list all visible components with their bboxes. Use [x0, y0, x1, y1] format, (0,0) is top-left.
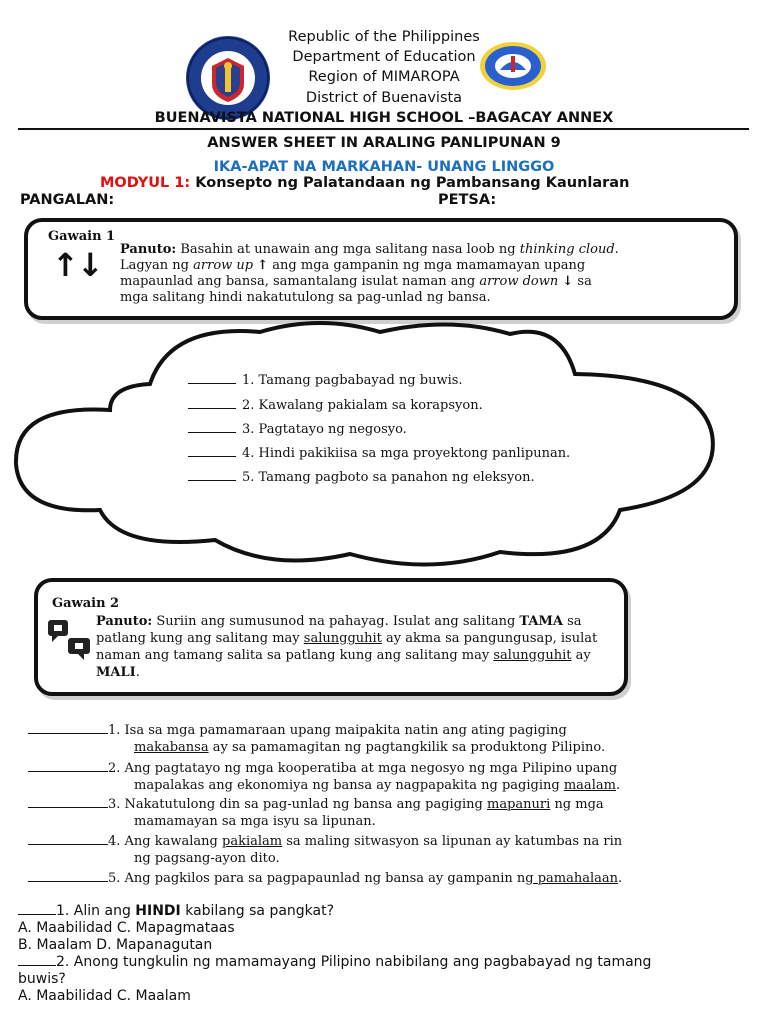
mcq-q2-options-1: A. Maabilidad C. Maalam [18, 988, 191, 1004]
answer-blank[interactable] [28, 807, 108, 808]
mcq-question-1: 1. Alin ang HINDI kabilang sa pangkat? [18, 903, 334, 920]
gawain2-line3-b: ay [575, 648, 591, 663]
answer-blank[interactable] [188, 408, 236, 409]
chat-bubbles-icon [48, 620, 92, 660]
gawain1-line3-b: sa [577, 274, 592, 289]
answer-blank[interactable] [28, 881, 108, 882]
mcq-q1-options-2: B. Maalam D. Mapanagutan [18, 937, 213, 953]
gawain1-line1: Basahin at unawain ang mga salitang nasa loob ng [180, 242, 516, 257]
gawain1-line4: mga salitang hindi nakatutulong sa pag-unlad ng bansa. [120, 290, 491, 305]
answer-blank[interactable] [28, 844, 108, 845]
gawain2-item-3: 3. Nakatutulong din sa pag-unlad ng bansa ang pagiging mapanuri ng mga mamamayan sa mga isyu sa lipunan. [28, 796, 604, 830]
gawain1-arrow-up-text: arrow up [193, 258, 254, 273]
answer-sheet-title: ANSWER SHEET IN ARALING PANLIPUNAN 9 [207, 135, 561, 151]
gawain1-arrow-down-text: arrow down [479, 274, 559, 289]
mcq-question-2-cont: buwis? [18, 971, 66, 987]
header-republic: Republic of the Philippines [288, 29, 480, 45]
header-district: District of Buenavista [305, 90, 463, 106]
answer-blank[interactable] [188, 432, 236, 433]
answer-blank[interactable] [188, 456, 236, 457]
thinking-cloud [0, 314, 768, 576]
gawain2-panuto-label: Panuto: [96, 614, 153, 629]
gawain1-line2: Lagyan ng [120, 258, 189, 273]
gawain2-item-2: 2. Ang pagtatayo ng mga kooperatiba at mga negosyo ng mga Pilipino upang mapalakas ang ekonomiya ng bansa ay nagpapakita ng pagiging maalam. [28, 760, 620, 794]
gawain1-line1-em: thinking cloud. [519, 242, 619, 257]
gawain2-title: Gawain 2 [52, 596, 120, 611]
gawain1-line3: mapaunlad ang bansa, samantalang isulat naman ang [120, 274, 476, 289]
modyul-label: MODYUL 1: [100, 175, 191, 191]
cloud-item-4: 4. Hindi pakikiisa sa mga proyektong panlipunan. [188, 446, 570, 461]
gawain2-line3: naman ang tamang salita sa patlang kung ang salitang may [96, 648, 490, 663]
modyul-line [100, 175, 629, 191]
header-divider [18, 128, 749, 130]
modyul-title: Konsepto ng Palatandaan ng Pambansang Kaunlaran [195, 175, 630, 191]
gawain2-item-4: 4. Ang kawalang pakialam sa maling sitwasyon sa lipunan ay katumbas na rin ng pagsang-ayon dito. [28, 833, 622, 867]
gawain1-title: Gawain 1 [48, 229, 116, 244]
gawain2-line1-b: sa [567, 614, 582, 629]
cloud-item-5: 5. Tamang pagboto sa panahon ng eleksyon. [188, 470, 535, 485]
gawain2-instructions [96, 613, 616, 681]
petsa-label: PETSA: [438, 192, 497, 208]
gawain2-item-1: 1. Isa sa mga pamamaraan upang maipakita natin ang ating pagiging makabansa ay sa pamamagitan ng pagtangkilik sa produktong Pilipino. [28, 722, 605, 756]
answer-blank[interactable] [28, 771, 108, 772]
gawain2-line4-b: . [135, 665, 140, 680]
gawain2-line2-u: salungguhit [303, 631, 382, 646]
header-region: Region of MIMAROPA [308, 69, 460, 85]
pangalan-label: PANGALAN: [20, 192, 115, 208]
gawain2-mali: MALI [96, 665, 136, 680]
header-school: BUENAVISTA NATIONAL HIGH SCHOOL –BAGACAY ANNEX [154, 110, 614, 126]
quarter-title: IKA-APAT NA MARKAHAN- UNANG LINGGO [213, 159, 555, 175]
answer-blank[interactable] [28, 733, 108, 734]
answer-blank[interactable] [188, 480, 236, 481]
cloud-item-1: 1. Tamang pagbabayad ng buwis. [188, 373, 463, 388]
gawain2-line2-b: ay akma sa pangungusap, isulat [386, 631, 598, 646]
header-department: Department of Education [292, 49, 476, 65]
gawain2-line2: patlang kung ang salitang may [96, 631, 300, 646]
mcq-q1-options-1: A. Maabilidad C. Mapagmataas [18, 920, 235, 936]
answer-blank[interactable] [18, 914, 56, 915]
arrow-up-icon: ↑ [257, 258, 269, 273]
mcq-question-2: 2. Anong tungkulin ng mamamayang Pilipino nabibilang ang pagbabayad ng tamang [18, 954, 651, 971]
gawain2-tama: TAMA [519, 614, 563, 629]
gawain1-line2-b: ang mga gampanin ng mga mamamayan upang [272, 258, 586, 273]
cloud-item-3: 3. Pagtatayo ng negosyo. [188, 422, 407, 437]
gawain1-panuto-label: Panuto: [120, 242, 177, 257]
gawain2-line3-u: salungguhit [493, 648, 572, 663]
gawain2-line1: Suriin ang sumusunod na pahayag. Isulat ang salitang [156, 614, 516, 629]
gawain1-instructions [120, 242, 720, 306]
updown-arrows-icon: ↑↓ [52, 246, 102, 284]
arrow-down-icon: ↓ [562, 274, 574, 289]
gawain2-item-5: 5. Ang pagkilos para sa pagpapaunlad ng bansa ay gampanin ng pamahalaan. [28, 870, 622, 887]
cloud-item-2: 2. Kawalang pakialam sa korapsyon. [188, 398, 483, 413]
answer-blank[interactable] [18, 965, 56, 966]
answer-blank[interactable] [188, 383, 236, 384]
